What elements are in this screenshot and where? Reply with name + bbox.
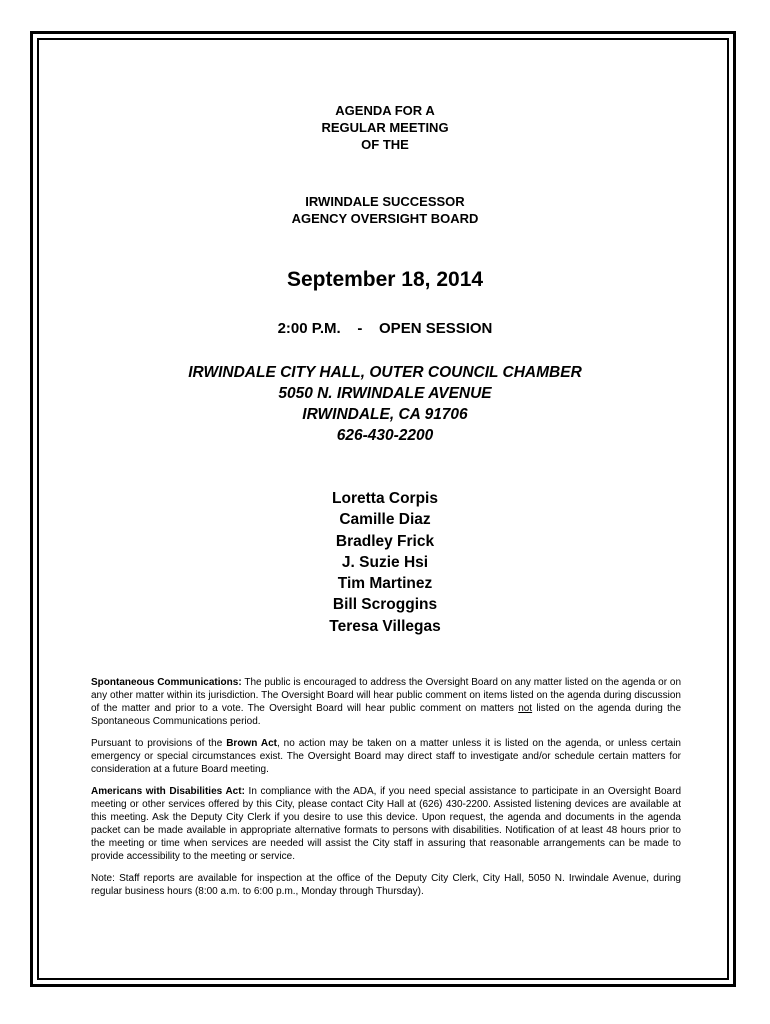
board-members-list	[0, 488, 770, 637]
board-member: Tim Martinez	[337, 575, 433, 593]
agenda-heading-line-3: OF THE	[361, 137, 409, 152]
venue-line-3: IRWINDALE, CA 91706	[302, 406, 468, 423]
venue-line-2: 5050 N. IRWINDALE AVENUE	[278, 385, 492, 402]
agency-name-line-2: AGENCY OVERSIGHT BOARD	[291, 211, 479, 226]
note-text: Note: Staff reports are available for inspection at the office of the Deputy City Clerk, City Hall, 5050 N. Irwindale Avenue, during regular business hours (8:00 a.m. to 6:00 p.m., Monday through Thursday).	[91, 873, 681, 898]
board-member: Bradley Frick	[335, 532, 435, 550]
board-member: Camille Diaz	[339, 511, 431, 529]
spontaneous-text-b: listed on the agenda during the Spontaneous Communications period.	[91, 702, 682, 727]
spontaneous-text-a: The public is encouraged to address the Oversight Board on any matter listed on the agenda or on any other matter within its jurisdiction. The Oversight Board will hear public comment on items listed on the agenda during discussion of the matter and prior to a vote. The Oversight Board will hear public comment on matters	[91, 677, 682, 714]
brown-act-label: Brown Act	[226, 738, 277, 750]
agenda-heading-line-2: REGULAR MEETING	[321, 120, 449, 135]
board-member: Loretta Corpis	[332, 490, 438, 507]
ada-paragraph	[91, 786, 681, 863]
ada-text: In compliance with the ADA, if you need special assistance to participate in an Oversight Board meeting or other services offered by this City, please contact City Hall at (626) 430-2200. Assisted listening devices are available at this meeting. Ask the Deputy City Clerk if you desire to use this device. Upon request, the agenda and documents in the agenda packet can be made available in appropriate alternative formats to persons with disabilities. Notification of at least 48 hours prior to the meeting or time when services are needed will assist the City staff in assuring that reasonable arrangements can be made to provide accessibility to the meeting or service.	[91, 786, 682, 862]
board-member: Teresa Villegas	[329, 617, 441, 635]
meeting-session: 2:00 P.M. - OPEN SESSION	[277, 320, 493, 337]
spontaneous-communications-paragraph	[91, 677, 681, 729]
brown-act-paragraph	[91, 738, 681, 777]
agency-name	[0, 193, 770, 227]
board-member: J. Suzie Hsi	[341, 553, 429, 571]
brown-text-a: Pursuant to provisions of the	[91, 738, 227, 750]
meeting-venue	[0, 362, 770, 446]
spontaneous-underlined-word: not	[518, 702, 533, 714]
meeting-date: September 18, 2014	[286, 268, 484, 291]
agenda-heading	[0, 102, 770, 153]
staff-reports-note	[91, 873, 681, 899]
venue-phone: 626-430-2200	[336, 427, 434, 444]
notices-section	[91, 677, 681, 909]
agenda-heading-line-1: AGENDA FOR A	[335, 103, 435, 118]
venue-line-1: IRWINDALE CITY HALL, OUTER COUNCIL CHAMBER	[188, 364, 582, 381]
spontaneous-communications-heading: Spontaneous Communications:	[91, 677, 242, 688]
board-member: Bill Scroggins	[332, 596, 438, 614]
ada-heading: Americans with Disabilities Act:	[91, 786, 245, 798]
agency-name-line-1: IRWINDALE SUCCESSOR	[305, 194, 465, 209]
brown-text-b: , no action may be taken on a matter unless it is listed on the agenda, or unless certain emergency or special circumstances exist. The Oversight Board may direct staff to investigate and/or schedule certain matters for consideration at a future Board meeting.	[91, 738, 681, 775]
